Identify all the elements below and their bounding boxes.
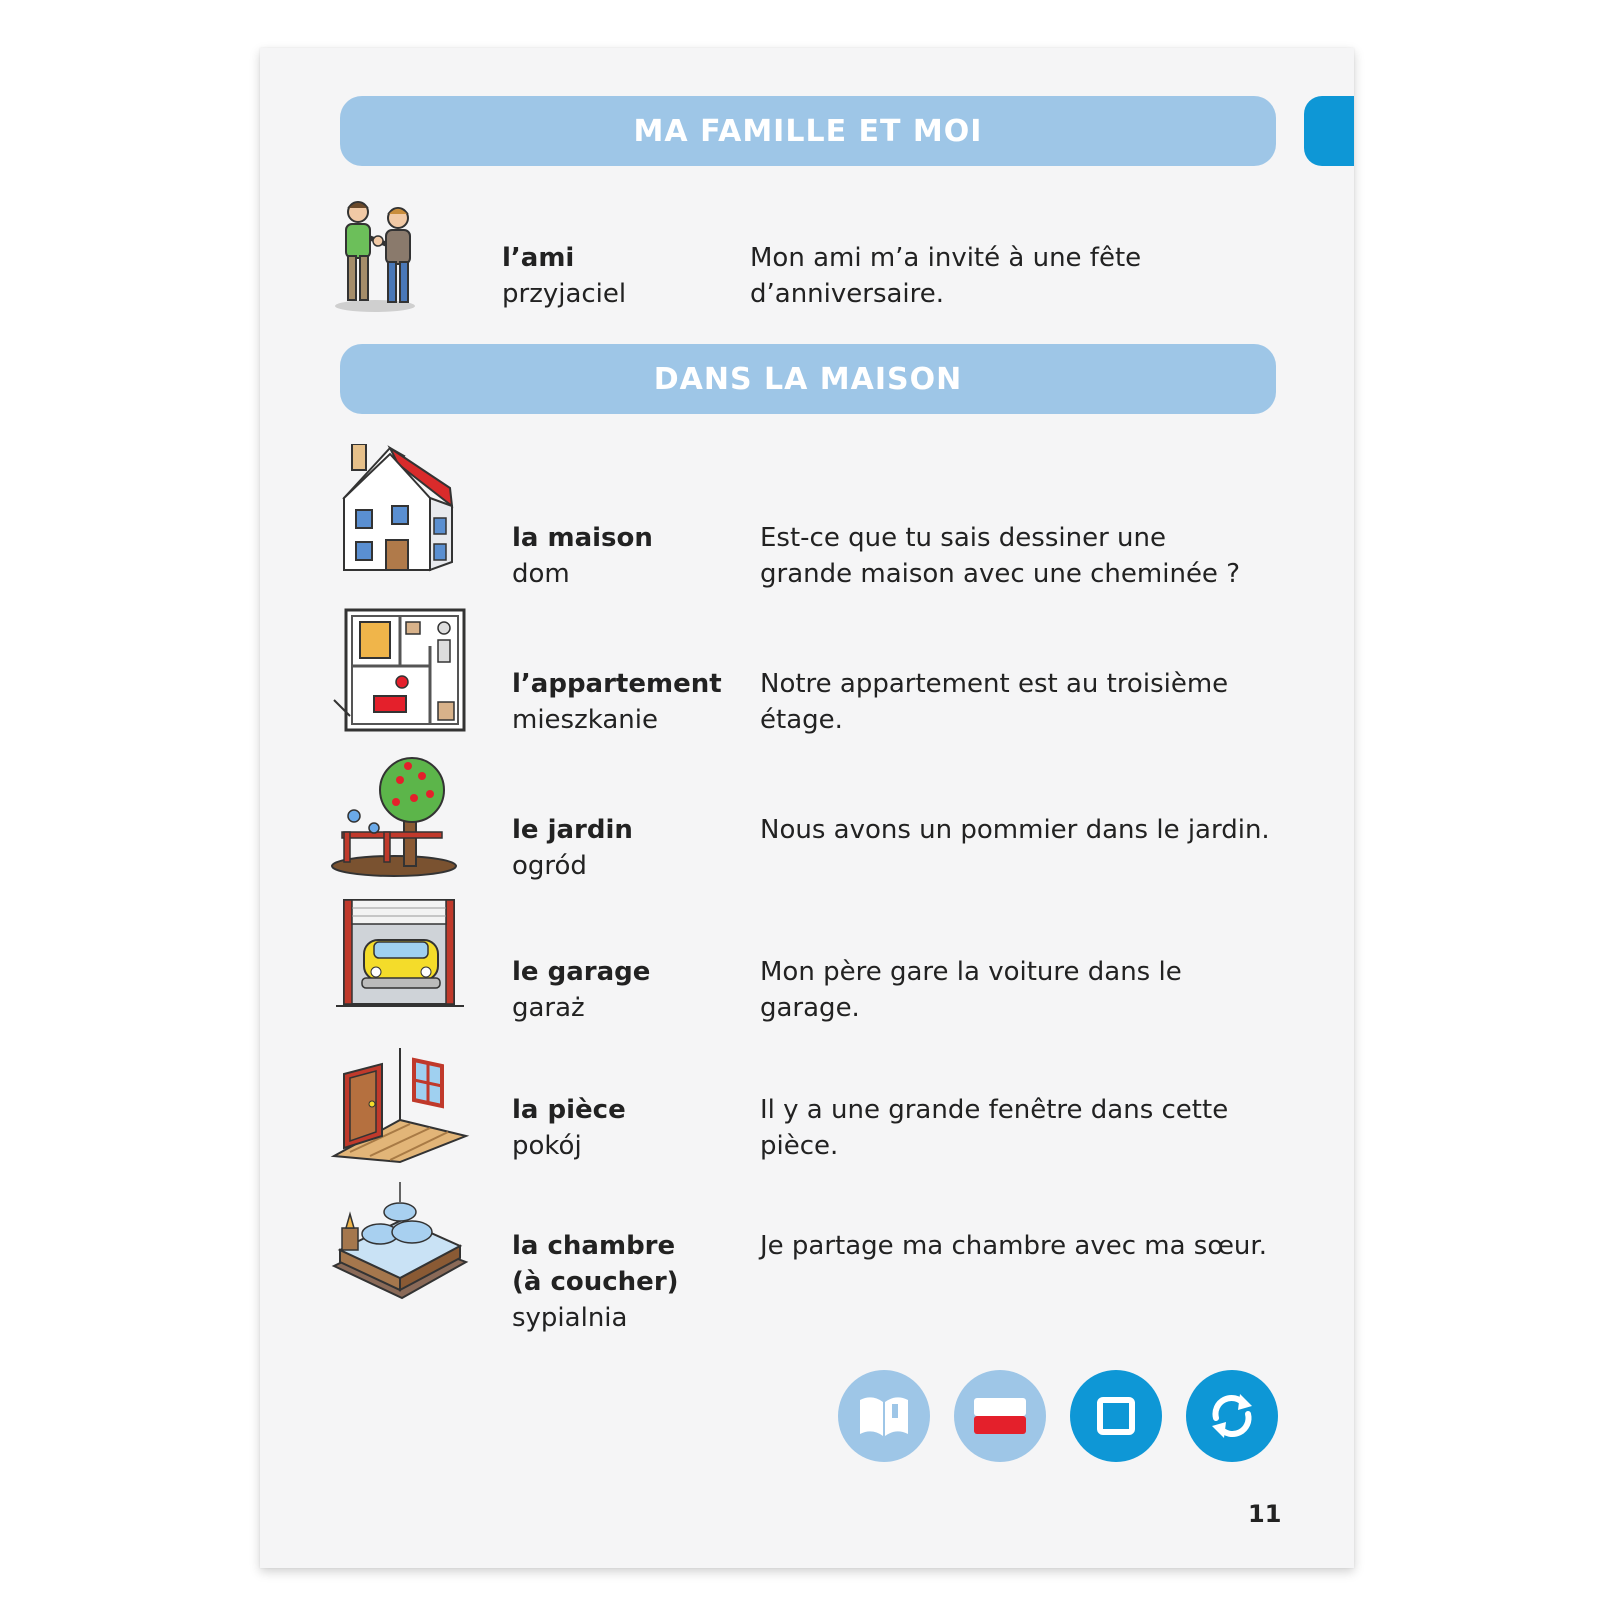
french-word: l’appartement	[512, 669, 722, 699]
example-sentence: Mon ami m’a invité à une fête d’anniversaire.	[750, 243, 1142, 309]
polish-flag-icon	[972, 1396, 1028, 1436]
apartment-floorplan-icon	[330, 606, 470, 736]
book-button[interactable]	[838, 1370, 930, 1462]
polish-word: pokój	[512, 1131, 582, 1161]
french-word: la maison	[512, 523, 653, 553]
playback-controls	[838, 1370, 1278, 1462]
polish-word: dom	[512, 559, 570, 589]
stop-square-icon	[1094, 1394, 1138, 1438]
section-title: MA FAMILLE ET MOI	[633, 113, 983, 149]
example-sentence: Je partage ma chambre avec ma sœur.	[760, 1231, 1267, 1261]
french-word: l’ami	[502, 243, 575, 273]
french-word: le garage	[512, 957, 651, 987]
section-header-house	[340, 344, 1276, 414]
example-sentence: Est-ce que tu sais dessiner une grande maison avec une cheminée ?	[760, 523, 1240, 589]
book-page	[260, 48, 1354, 1568]
section-title: DANS LA MAISON	[653, 361, 963, 397]
example-sentence: Il y a une grande fenêtre dans cette pièce.	[760, 1095, 1229, 1161]
refresh-icon	[1204, 1388, 1260, 1444]
polish-word: garaż	[512, 993, 585, 1023]
garage-car-icon	[330, 896, 470, 1026]
stop-button[interactable]	[1070, 1370, 1162, 1462]
house-icon	[330, 444, 470, 574]
page-number: 11	[1248, 1500, 1282, 1528]
french-word: la pièce	[512, 1095, 626, 1125]
refresh-button[interactable]	[1186, 1370, 1278, 1462]
french-word: le jardin	[512, 815, 633, 845]
book-icon	[856, 1392, 912, 1440]
example-sentence: Mon père gare la voiture dans le garage.	[760, 957, 1182, 1023]
french-word: la chambre	[512, 1231, 676, 1261]
room-door-window-icon	[330, 1044, 470, 1174]
garden-tree-icon	[330, 750, 470, 880]
section-header-family	[340, 96, 1276, 166]
friends-handshake-icon	[330, 190, 470, 320]
chapter-edge-tab	[1304, 96, 1354, 166]
language-flag-button[interactable]	[954, 1370, 1046, 1462]
example-sentence: Nous avons un pommier dans le jardin.	[760, 815, 1270, 845]
polish-word: mieszkanie	[512, 705, 658, 735]
polish-word: przyjaciel	[502, 279, 627, 309]
french-word-line2: (à coucher)	[512, 1267, 679, 1297]
bedroom-bed-icon	[330, 1180, 470, 1310]
polish-word: sypialnia	[512, 1303, 628, 1333]
polish-word: ogród	[512, 851, 587, 881]
example-sentence: Notre appartement est au troisième étage.	[760, 669, 1229, 735]
